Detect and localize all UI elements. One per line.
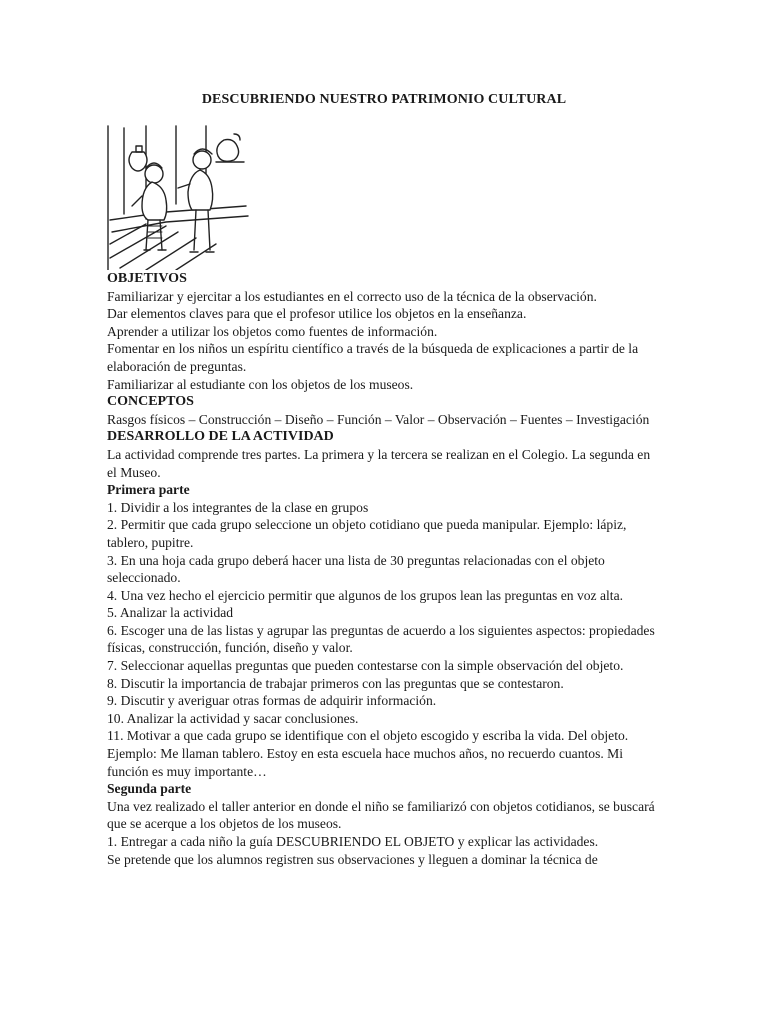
list-item: 4. Una vez hecho el ejercicio permitir que algunos de los grupos lean las preguntas en voz alta.	[107, 587, 624, 603]
objetivo-item: Fomentar en los niños un espíritu científico a través de la búsqueda de explicaciones a partir de la elaboración de preguntas.	[107, 341, 639, 374]
conceptos-text: Rasgos físicos – Construcción – Diseño – Función – Valor – Observación – Fuentes – Investigación	[107, 411, 650, 427]
document-title: DESCUBRIENDO NUESTRO PATRIMONIO CULTURAL	[201, 92, 567, 107]
subheading-segunda-parte: Segunda parte	[107, 781, 192, 797]
desarrollo-intro: La actividad comprende tres partes. La primera y la tercera se realizan en el Colegio. La segunda en el Museo.	[107, 446, 651, 480]
list-item: 2. Permitir que cada grupo seleccione un objeto cotidiano que pueda manipular. Ejemplo: lápiz, tablero, pupitre.	[107, 517, 627, 550]
objetivo-item: Dar elementos claves para que el profesor utilice los objetos en la enseñanza.	[107, 306, 527, 322]
list-item: 1. Dividir a los integrantes de la clase en grupos	[107, 499, 369, 515]
list-item: 5. Analizar la actividad	[107, 605, 234, 621]
list-item: 11. Motivar a que cada grupo se identifique con el objeto escogido y escriba la vida. Del objeto. Ejemplo: Me llaman tablero. Estoy en esta escuela hace muchos años, no recuerdo cuantos. Mi función es muy importante…	[107, 728, 629, 779]
list-item: 9. Discutir y averiguar otras formas de adquirir información.	[107, 693, 437, 709]
section-heading-conceptos: CONCEPTOS	[107, 394, 194, 410]
list-item: 6. Escoger una de las listas y agrupar las preguntas de acuerdo a los siguientes aspectos: propiedades físicas, construcción, función, diseño y valor.	[107, 622, 655, 656]
objetivo-item: Aprender a utilizar los objetos como fuentes de información.	[107, 323, 438, 339]
list-item: 3. En una hoja cada grupo deberá hacer una lista de 30 preguntas relacionadas con el objeto seleccionado.	[107, 552, 605, 586]
objetivo-item: Familiarizar y ejercitar a los estudiantes en el correcto uso de la técnica de la observación.	[107, 288, 597, 304]
objetivo-item: Familiarizar al estudiante con los objetos de los museos.	[107, 376, 414, 392]
subheading-primera-parte: Primera parte	[107, 482, 190, 498]
paragraph: Se pretende que los alumnos registren sus observaciones y lleguen a dominar la técnica de	[107, 851, 598, 867]
document-body	[107, 270, 663, 868]
section-heading-objetivos: OBJETIVOS	[107, 271, 187, 286]
list-item: 10. Analizar la actividad y sacar conclusiones.	[107, 710, 359, 726]
section-heading-desarrollo: DESARROLLO DE LA ACTIVIDAD	[107, 429, 334, 445]
museum-children-illustration	[106, 124, 252, 270]
list-item: 1. Entregar a cada niño la guía DESCUBRIENDO EL OBJETO y explicar las actividades.	[107, 834, 599, 849]
paragraph: Una vez realizado el taller anterior en donde el niño se familiarizó con objetos cotidianos, se buscará que se acerque a los objetos de los museos.	[107, 798, 655, 832]
list-item: 7. Seleccionar aquellas preguntas que pueden contestarse con la simple observación del objeto.	[107, 658, 624, 674]
list-item: 8. Discutir la importancia de trabajar primeros con las preguntas que se contestaron.	[107, 675, 564, 691]
